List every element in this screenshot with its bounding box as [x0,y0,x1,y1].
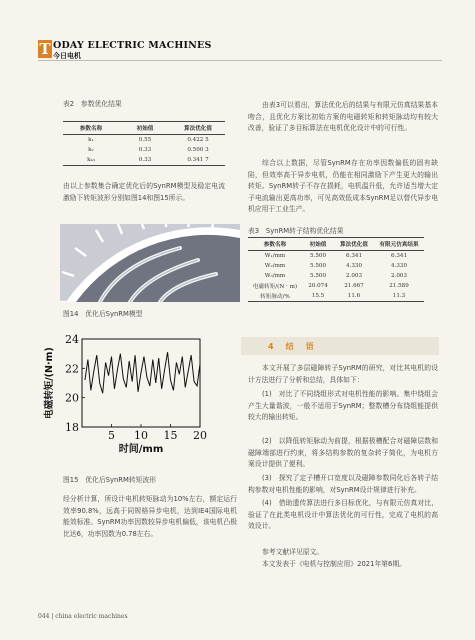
table2-header-optimized: 算法优化值 [184,126,212,132]
table-cell: 6.341 [345,253,362,259]
body-paragraph-right-2: 综合以上数据，尽管SynRM存在功率因数偏低的固有缺陷，但效率高于异步电机，仍能在相同激励下产生更大的输出转矩。SynRM转子不存在损耗，电机温升低，允许适当增大定子电流输出更高功率，可见高效低成本SynRM足以替代异步电机应用于工业生产。 [248,159,438,214]
table3-caption: 表3 SynRM转子结构优化结果 [248,227,344,235]
y-tick-label: 22 [65,362,79,376]
synrm-model-figure [60,224,240,302]
table-cell: 20.074 [308,283,328,289]
table-cell: 11.3 [392,293,406,299]
table-row [248,271,424,281]
table-cell: 2.003 [390,273,407,279]
publication-note: 本文发表于《电机与控制应用》2021年第6期。 [262,560,406,568]
table-cell: 0.341 7 [187,157,209,163]
conclusion-paragraph-1: 本文开展了多层磁障转子SynRM的研究，对比其电机的设计方法进行了分析和总结，具体如下： [248,364,438,384]
table-cell: 6.341 [390,253,407,259]
table-row [248,291,424,302]
y-tick-label: 18 [65,421,79,434]
table-cell: k₄₃ [87,157,95,163]
figure14-caption: 图14 优化后SynRM模型 [63,310,143,318]
conclusion-paragraph-3: (2) 以降低转矩脉动为前提，根据极槽配合对磁障层数和磁障端部进行约束，将多结构参数的复杂转子简化，为电机方案设计提供了便利。 [248,437,438,469]
table-cell: W₁/mm [264,253,286,259]
table3-header-optimized: 算法优化值 [340,242,368,248]
table-cell: 4.330 [345,263,362,269]
table3-header-name: 参数名称 [263,242,287,248]
table2 [63,121,225,166]
magazine-title: ODAY ELECTRIC MACHINES [53,40,212,51]
table-cell: 电磁转矩/(N · m) [252,284,298,290]
table-row [63,155,225,166]
x-tick-label: 15 [163,429,178,442]
y-tick-label: 20 [65,391,79,405]
table-cell: W₂/mm [264,263,286,269]
table2-caption: 表2 参数优化结果 [63,100,122,108]
table-cell: 0.422 5 [187,137,209,143]
body-paragraph-right-1: 由表3可以看出，算法优化后的结果与有限元仿真结果基本吻合，且优化方案比初始方案的电磁转矩和转矩脉动均有较大改善，验证了多目标算法在电机优化设计中的可行性。 [248,101,438,133]
table-row [248,281,424,291]
table3-header-fea: 有限元仿真结果 [379,242,419,248]
table-cell: 15.5 [311,293,325,299]
table3-header-initial: 初始值 [309,242,327,248]
table-cell: 0.500 3 [187,147,209,153]
x-tick-label: 10 [134,429,148,442]
body-paragraph-left-2: 经分析计算，所设计电机转矩脉动为10%左右，额定运行效率90.8%，远高于同规格异步电机，达到IE4国际电机能效标准。SynRM功率因数较异步电机偏低，该电机凸极比达6，功率因数为0.78左右。 [63,495,237,538]
table-cell: W₃/mm [264,273,286,279]
table3 [248,237,424,302]
table-cell: 11.6 [347,293,361,299]
table-cell: 21.667 [344,283,364,289]
table-row [63,145,225,155]
references-note: 参考文献详见原文。 [262,548,324,556]
page-footer: 044 | china electric machines [38,613,128,620]
table-row [248,261,424,271]
body-paragraph-left-1: 由以上参数集合确定优化后的SynRM模型及稳定电流激励下转矩波形分别如图14和图15所示。 [63,182,225,202]
table-row [63,135,225,146]
conclusion-paragraph-2: (1) 对比了不同绕组形式对电机性能的影响。集中绕组会产生大量谐波，一般不适用于SynRM；整数槽分布绕组能提供较大的输出转矩。 [248,390,438,422]
table-cell: 转矩脉动/% [260,294,290,300]
figure15-caption: 图15 优化后SynRM转矩波形 [63,476,157,484]
x-axis-label: 时间/mm [118,444,164,455]
table-cell: 0.55 [138,137,152,143]
table-cell: k₁ [88,137,94,143]
x-tick-label: 20 [193,429,207,442]
torque-waveform-chart [42,331,212,456]
table-cell: 4.330 [390,263,407,269]
conclusion-paragraph-4: (3) 探究了定子槽开口宽度以及磁障参数同化后各转子结构参数对电机性能的影响，对SynRM设计规律进行补充。 [248,474,438,494]
table2-header-initial: 初始值 [136,126,154,132]
magazine-logo-letter: T [39,40,51,58]
table-cell: 5.500 [309,273,326,279]
conclusion-paragraph-5: (4) 借助遗传算法进行多目标优化，与有限元仿真对比，验证了在此类电机设计中算法优化的可行性，完成了电机的高效设计。 [248,499,438,531]
y-tick-label: 24 [65,333,79,346]
table2-header-name: 参数名称 [79,126,103,132]
table-cell: 0.33 [138,147,152,153]
y-axis-label: 电磁转矩/(N·m) [44,347,55,419]
header-rule [38,60,442,61]
table-cell: 21.589 [389,283,409,289]
table-cell: 5.500 [309,263,326,269]
series-line-0 [85,352,200,393]
table-cell: 2.003 [345,273,362,279]
table-cell: 0.33 [138,157,152,163]
magazine-subtitle: 今日电机 [53,52,81,60]
x-tick-label: 5 [108,429,115,442]
table-cell: k₂ [88,147,94,153]
section-heading: 4 结 语 [268,342,316,351]
table-row [248,251,424,262]
table-cell: 5.500 [309,253,326,259]
